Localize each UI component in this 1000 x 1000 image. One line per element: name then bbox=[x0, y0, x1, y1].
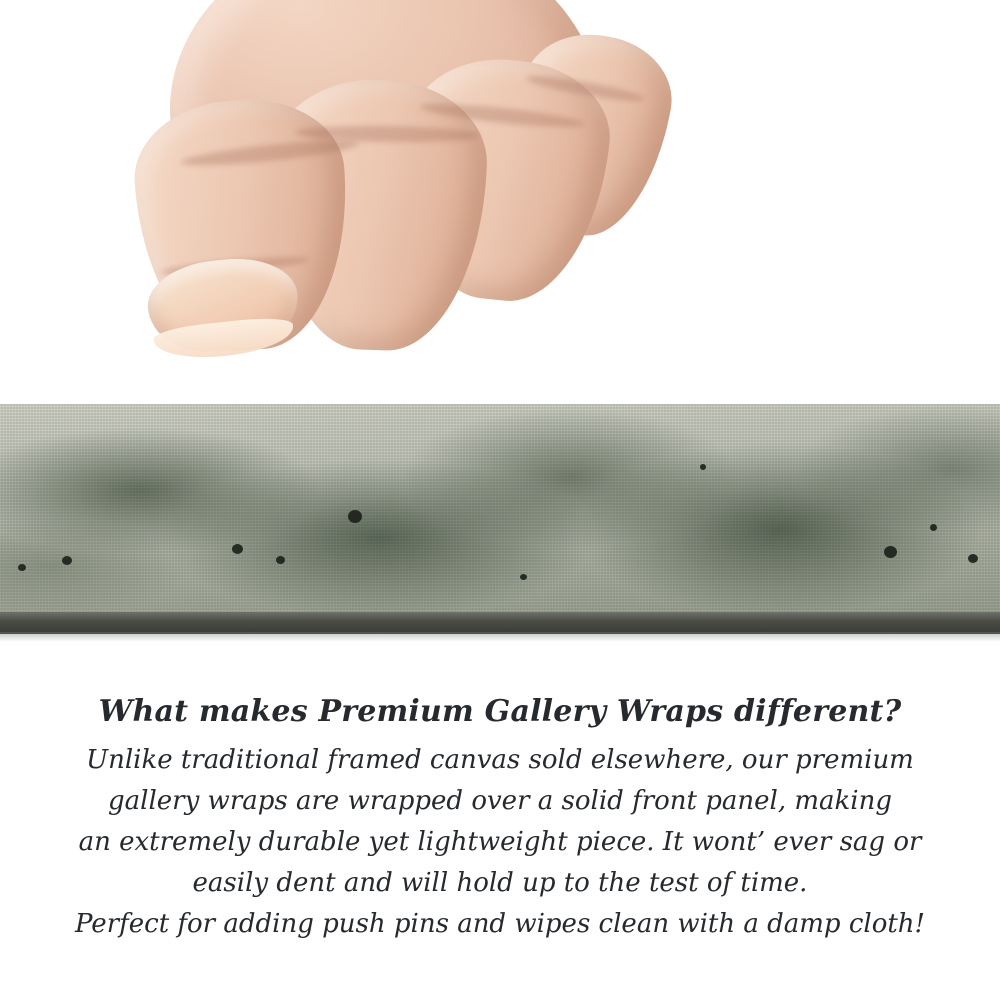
caption-heading: What makes Premium Gallery Wraps different? bbox=[98, 694, 902, 729]
caption-block bbox=[0, 690, 1000, 945]
caption-line: gallery wraps are wrapped over a solid front panel, making bbox=[108, 786, 892, 816]
canvas-speck bbox=[884, 546, 897, 558]
canvas-speck bbox=[232, 544, 243, 554]
canvas-speck bbox=[930, 524, 937, 531]
canvas-speck bbox=[700, 464, 706, 470]
hand-illustration bbox=[120, 0, 640, 430]
canvas-weave-pattern bbox=[0, 404, 1000, 620]
canvas-speck bbox=[62, 556, 72, 565]
canvas-speck bbox=[348, 510, 362, 523]
canvas-speck bbox=[520, 574, 527, 580]
canvas-speck bbox=[276, 556, 285, 564]
caption-line: Perfect for adding push pins and wipes clean with a damp cloth! bbox=[74, 909, 925, 939]
caption-line: Unlike traditional framed canvas sold elsewhere, our premium bbox=[86, 745, 914, 775]
canvas-speck bbox=[968, 554, 978, 563]
caption-line: easily dent and will hold up to the test of time. bbox=[192, 868, 808, 898]
caption-body bbox=[0, 740, 1000, 945]
canvas-drop-shadow bbox=[0, 632, 1000, 642]
canvas-speck bbox=[18, 564, 26, 571]
caption-line: an extremely durable yet lightweight piece. It wont’ ever sag or bbox=[78, 827, 922, 857]
canvas-bottom-edge bbox=[0, 612, 1000, 634]
canvas-edge-strip bbox=[0, 404, 1000, 620]
